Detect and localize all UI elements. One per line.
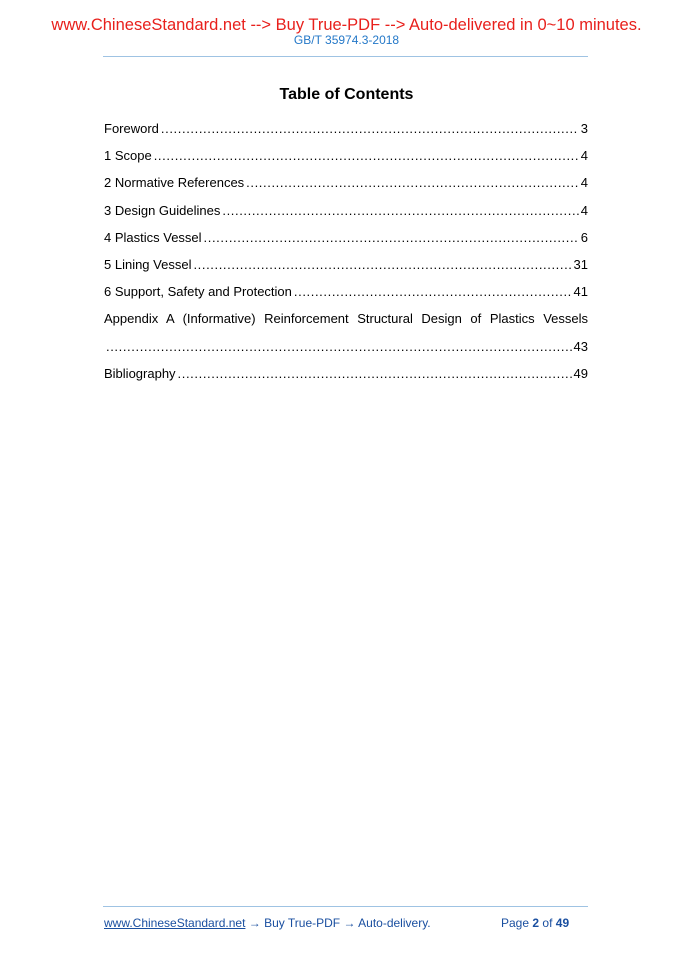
toc-entry-label: 6 Support, Safety and Protection [104,284,292,300]
site-link[interactable]: www.ChineseStandard.net [104,916,246,930]
page-total: 49 [555,916,570,930]
toc-entry-bibliography[interactable] [104,363,588,390]
toc-entry-page: 49 [573,365,588,381]
page-current: 2 [532,916,540,930]
toc-entry-page: 41 [573,284,588,300]
toc-entry-page: 4 [580,175,588,191]
toc-entry-page: 43 [573,338,588,354]
toc-leader-dots [178,363,572,385]
header-divider [103,56,588,57]
toc-entry-label: 4 Plastics Vessel [104,229,202,245]
toc-entry-appendix-a-continued[interactable] [104,336,588,363]
of-word: of [542,916,553,930]
toc-entry-page: 3 [580,121,588,136]
toc-entry-design-guidelines[interactable] [104,200,588,227]
toc-entry-lining-vessel[interactable] [104,254,588,281]
arrow-right-icon: → [343,916,356,930]
document-code: GB/T 35974.3-2018 [293,33,400,47]
toc-entry-foreword[interactable] [104,118,588,145]
toc-entry-label: 1 Scope [104,148,152,164]
table-of-contents [104,118,588,390]
toc-entry-label: Foreword [104,121,159,136]
toc-entry-label: Appendix A (Informative) Reinforcement Structural Design of Plastics Vessels [104,311,588,327]
toc-entry-support-safety-protection[interactable] [104,281,588,308]
toc-leader-dots [154,145,579,167]
footer-promo [104,916,431,930]
page-word: Page [501,916,530,930]
toc-entry-plastics-vessel[interactable] [104,227,588,254]
toc-leader-dots [222,200,578,222]
toc-entry-label: 2 Normative References [104,175,245,191]
toc-entry-page: 4 [580,202,588,218]
page-indicator [501,916,569,930]
toc-leader-dots [246,172,579,194]
footer-divider [103,906,588,907]
toc-entry-appendix-a[interactable] [104,308,588,335]
arrow-right-icon: → [248,916,261,930]
toc-leader-dots [161,118,579,140]
toc-entry-label: 3 Design Guidelines [104,202,221,218]
toc-leader-dots [193,254,571,276]
toc-entry-page: 31 [573,256,588,272]
toc-title: Table of Contents [279,86,414,103]
toc-entry-page: 6 [580,229,588,245]
toc-leader-dots [106,336,572,358]
toc-entry-label: Bibliography [104,365,176,381]
toc-entry-normative-references[interactable] [104,172,588,199]
toc-entry-label: 5 Lining Vessel [104,256,192,272]
delivery-text: Auto-delivery. [358,916,431,930]
buy-text: Buy True-PDF [264,916,341,930]
toc-entry-page: 4 [580,148,588,164]
toc-leader-dots [294,281,572,303]
toc-entry-scope[interactable] [104,145,588,172]
promo-banner[interactable]: www.ChineseStandard.net --> Buy True-PDF --> Auto-delivered in 0~10 minutes. [51,16,642,34]
toc-leader-dots [204,227,579,249]
